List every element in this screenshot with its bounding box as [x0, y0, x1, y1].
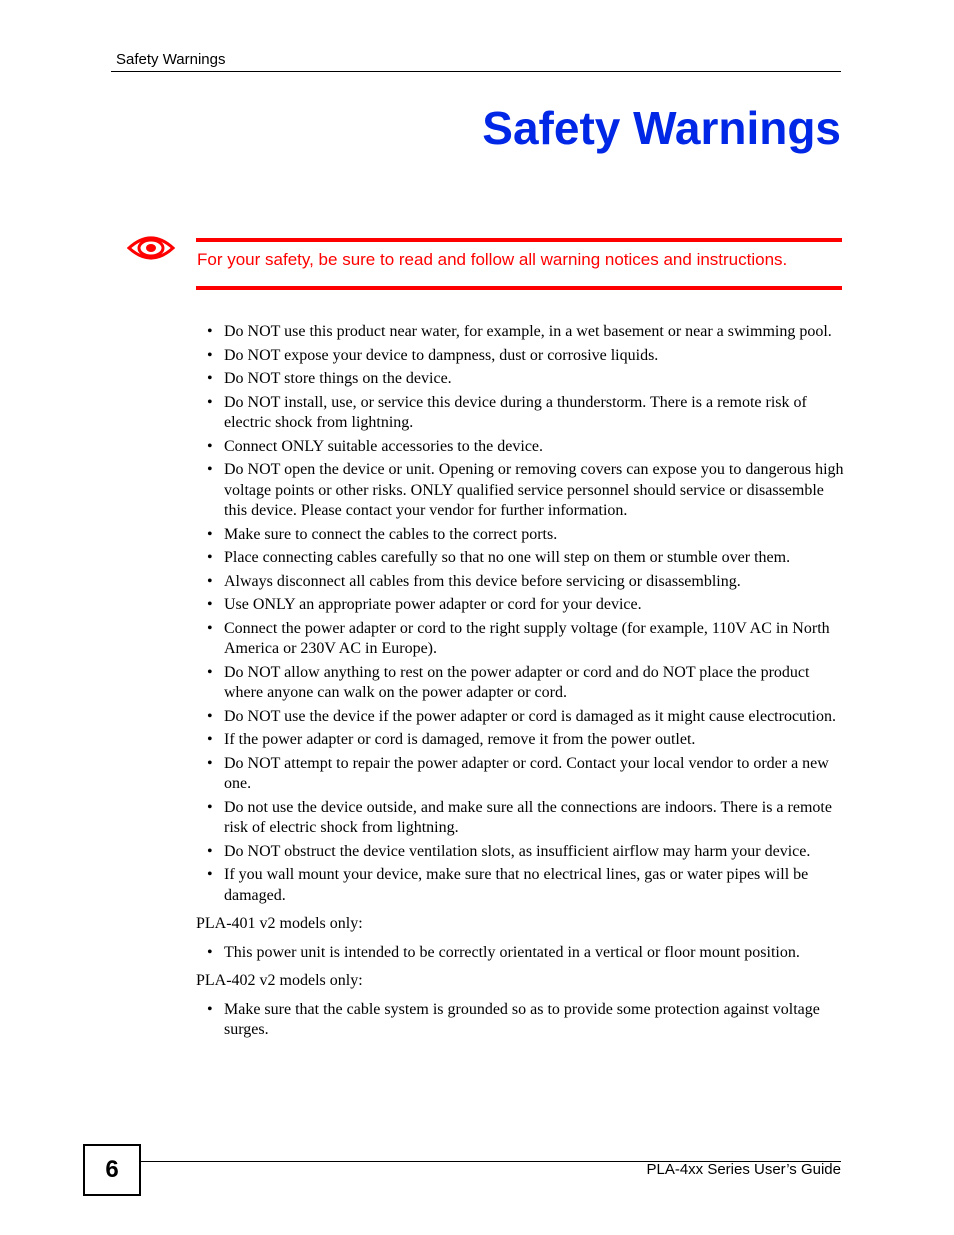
list-item: • Do NOT use this product near water, for example, in a wet basement or near a swimming pool.	[196, 322, 846, 343]
safety-list	[196, 322, 846, 906]
list-item: • If the power adapter or cord is damaged, remove it from the power outlet.	[196, 730, 846, 751]
page-title: Safety Warnings	[482, 102, 841, 154]
pla401-list	[196, 943, 846, 964]
list-item: • Make sure to connect the cables to the correct ports.	[196, 525, 846, 546]
warning-notice: For your safety, be sure to read and follow all warning notices and instructions.	[197, 250, 788, 269]
list-item: • Use ONLY an appropriate power adapter or cord for your device.	[196, 595, 846, 616]
list-item: • Make sure that the cable system is grounded so as to provide some protection against voltage surges.	[196, 1000, 846, 1041]
warning-bottom-rule	[196, 286, 842, 290]
list-item: • Connect the power adapter or cord to the right supply voltage (for example, 110V AC in North America or 230V AC in Europe).	[196, 619, 846, 660]
list-item: • Do NOT open the device or unit. Opening or removing covers can expose you to dangerous high voltage points or other risks. ONLY qualified service personnel should service or disassemble this device. Please contact your vendor for further information.	[196, 460, 846, 522]
guide-title: PLA-4xx Series User’s Guide	[646, 1161, 841, 1178]
list-item: • Always disconnect all cables from this device before servicing or disassembling.	[196, 572, 846, 593]
header-rule	[111, 71, 841, 72]
list-item: • Do NOT expose your device to dampness, dust or corrosive liquids.	[196, 346, 846, 367]
pla402-list	[196, 1000, 846, 1041]
list-item: • Do NOT store things on the device.	[196, 369, 846, 390]
list-item: • Do NOT attempt to repair the power adapter or cord. Contact your local vendor to order a new one.	[196, 754, 846, 795]
eye-icon	[127, 232, 175, 264]
safety-content	[196, 322, 846, 1044]
pla402-label: PLA-402 v2 models only:	[196, 972, 363, 989]
running-header: Safety Warnings	[116, 51, 226, 68]
page-number: 6	[83, 1144, 141, 1196]
list-item: • If you wall mount your device, make sure that no electrical lines, gas or water pipes will be damaged.	[196, 865, 846, 906]
list-item: • Do NOT allow anything to rest on the power adapter or cord and do NOT place the product where anyone can walk on the power adapter or cord.	[196, 663, 846, 704]
list-item: • Connect ONLY suitable accessories to the device.	[196, 437, 846, 458]
list-item: • Do NOT obstruct the device ventilation slots, as insufficient airflow may harm your device.	[196, 842, 846, 863]
list-item: • Do NOT use the device if the power adapter or cord is damaged as it might cause electrocution.	[196, 707, 846, 728]
pla401-label: PLA-401 v2 models only:	[196, 915, 363, 932]
list-item: • This power unit is intended to be correctly orientated in a vertical or floor mount position.	[196, 943, 846, 964]
list-item: • Place connecting cables carefully so that no one will step on them or stumble over them.	[196, 548, 846, 569]
warning-top-rule	[196, 238, 842, 242]
list-item: • Do not use the device outside, and make sure all the connections are indoors. There is a remote risk of electric shock from lightning.	[196, 798, 846, 839]
list-item: • Do NOT install, use, or service this device during a thunderstorm. There is a remote risk of electric shock from lightning.	[196, 393, 846, 434]
